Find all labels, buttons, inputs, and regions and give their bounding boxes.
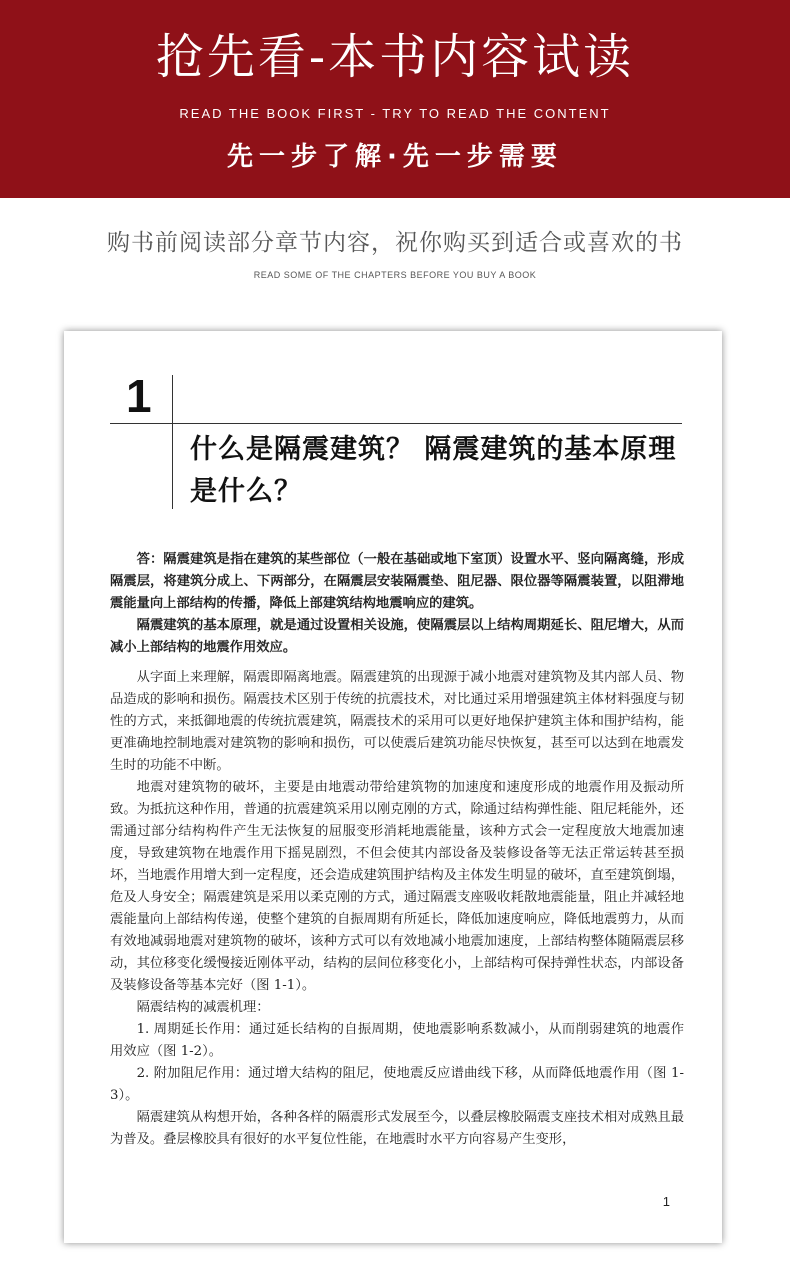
book-page-preview [64,331,722,1243]
page-number: 1 [662,1194,670,1209]
answer-paragraph: 答：隔震建筑是指在建筑的某些部位（一般在基础或地下室顶）设置水平、竖向隔离缝，形成隔震层，将建筑分成上、下两部分，在隔震层安装隔震垫、阻尼器、限位器等隔震装置，以阻滞地震能量向上部结构的传播，降低上部建筑结构地震响应的建筑。 [110,552,684,611]
page-body [110,549,684,1151]
chapter-title: 什么是隔震建筑？ 隔震建筑的基本原理是什么？ [190,434,677,507]
banner-subtitle-en: READ THE BOOK FIRST - TRY TO READ THE CONTENT [179,106,611,121]
body-paragraph: 隔震建筑从构想开始，各种各样的隔震形式发展至今，以叠层橡胶隔震支座技术相对成熟且最为普及。叠层橡胶具有很好的水平复位性能，在地震时水平方向容易产生变形， [110,1110,684,1147]
body-paragraph: 隔震结构的减震机理： [136,1000,270,1015]
banner-title: 抢先看-本书内容试读 [155,29,635,85]
body-paragraph: 从字面上来理解，隔震即隔离地震。隔震建筑的出现源于减小地震对建筑物及其内部人员、物品造成的影响和损伤。隔震技术区别于传统的抗震技术，对比通过采用增强建筑主体材料强度与韧性的方式，来抵御地震的传统抗震建筑，隔震技术的采用可以更好地保护建筑主体和围护结构，能更准确地控制地震对建筑物的影响和损伤，可以使震后建筑功能尽快恢复，甚至可以达到在地震发生时的功能不中断。 [110,670,684,773]
top-banner [0,0,790,198]
chapter-divider-horizontal [110,423,682,424]
banner-slogan: 先一步了解·先一步需要 [227,142,563,172]
answer-paragraph: 隔震建筑的基本原理，就是通过设置相关设施，使隔震层以上结构周期延长、阻尼增大，从而减小上部结构的地震作用效应。 [110,618,684,655]
body-paragraph: 地震对建筑物的破坏，主要是由地震动带给建筑物的加速度和速度形成的地震作用及振动所致。为抵抗这种作用，普通的抗震建筑采用以刚克刚的方式，除通过结构弹性能、阻尼耗能外，还需通过部分结构构件产生无法恢复的屈服变形消耗地震能量，该种方式会一定程度放大地震加速度，导致建筑物在地震作用下摇晃剧烈，不但会使其内部设备及装修设备等无法正常运转甚至损坏，当地震作用增大到一定程度，还会造成建筑围护结构及主体发生明显的破坏，直至建筑倒塌，危及人身安全；隔震建筑是采用以柔克刚的方式，通过隔震支座吸收耗散地震能量，阻止并减轻地震能量向上部结构传递，使整个建筑的自振周期有所延长，降低加速度响应，降低地震剪力，从而有效地减弱地震对建筑物的破坏，该种方式可以有效地减小地震加速度，上部结构整体随隔震层移动，其位移变化缓慢接近刚体平动，结构的层间位移变化小，上部结构可保持弹性状态，内部设备及装修设备等基本完好（图 1-1）。 [110,780,684,993]
chapter-divider-vertical [172,375,173,509]
body-paragraph: 2. 附加阻尼作用：通过增大结构的阻尼，使地震反应谱曲线下移，从而降低地震作用（图 1-3）。 [110,1066,684,1103]
intro-title: 购书前阅读部分章节内容，祝你购买到适合或喜欢的书 [107,230,683,256]
body-paragraph: 1. 周期延长作用：通过延长结构的自振周期，使地震影响系数减小，从而削弱建筑的地震作用效应（图 1-2）。 [110,1022,684,1059]
intro-subtitle-en: READ SOME OF THE CHAPTERS BEFORE YOU BUY A BOOK [253,270,537,280]
chapter-number: 1 [126,370,152,422]
